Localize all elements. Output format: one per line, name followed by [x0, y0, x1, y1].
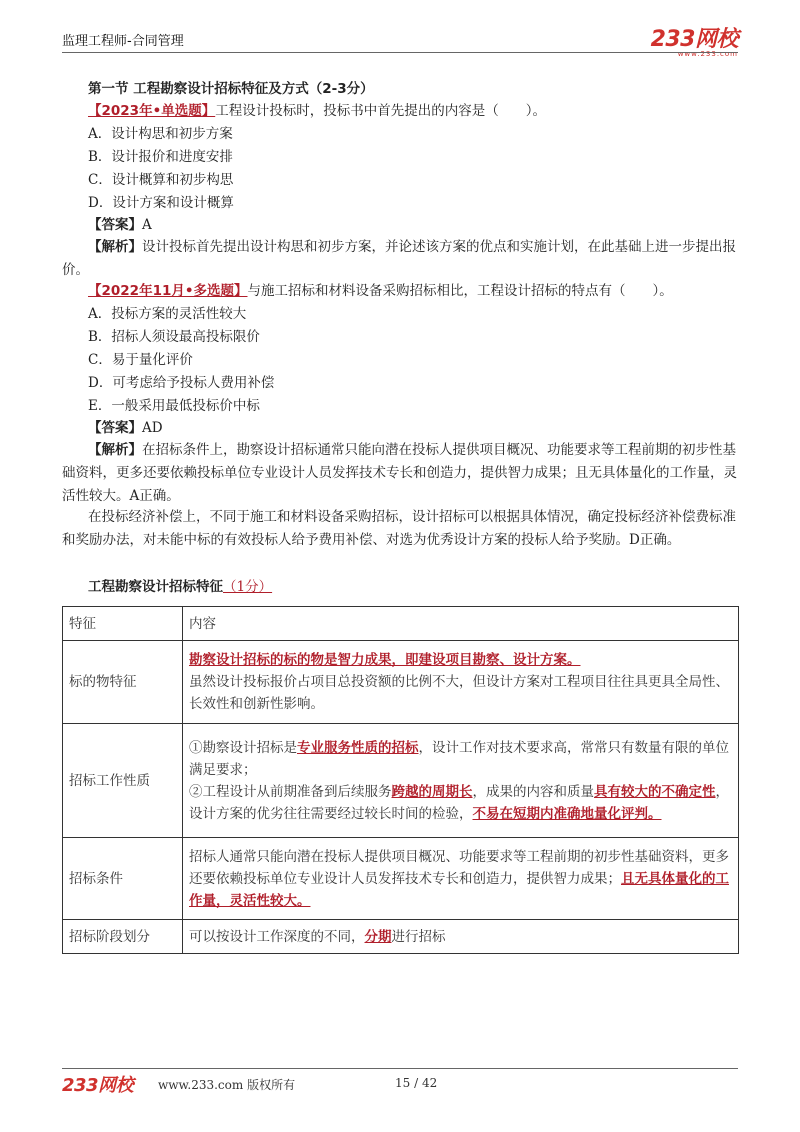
question-2-option-a: A．投标方案的灵活性较大 — [88, 306, 247, 322]
question-2-text: 与施工招标和材料设备采购招标相比，工程设计招标的特点有（ ）。 — [247, 283, 673, 299]
question-1-tag: 【2023年•单选题】 — [88, 103, 216, 119]
highlight-text: 勘察设计招标的标的物是智力成果，即建设项目勘察、设计方案。 — [189, 652, 581, 668]
table-row — [63, 838, 739, 920]
page-number: 15 / 42 — [395, 1076, 438, 1090]
row-label: 招标阶段划分 — [63, 920, 183, 954]
answer-value: A — [142, 217, 152, 233]
row-content — [183, 838, 739, 920]
body-text: ，设计工作对技术要求高，常常只有数量有限的单位满足要求； — [189, 739, 729, 778]
highlight-text: 且无具体量化的工作量，灵活性较大。 — [189, 870, 729, 909]
question-1-analysis — [62, 236, 738, 282]
section-title: 第一节 工程勘察设计招标特征及方式（2-3分） — [88, 81, 374, 97]
footer-copyright: www.233.com 版权所有 — [158, 1078, 296, 1092]
analysis-label: 【解析】 — [88, 442, 142, 458]
table-header-feature: 特征 — [63, 607, 183, 641]
table-row — [63, 641, 739, 724]
row-content — [183, 724, 739, 838]
document-header-title: 监理工程师-合同管理 — [62, 34, 184, 49]
answer-label: 【答案】 — [88, 217, 142, 233]
question-2-stem — [88, 281, 673, 301]
body-text: ②工程设计从前期准备到后续服务 — [189, 783, 392, 800]
answer-label: 【答案】 — [88, 420, 142, 436]
question-2-option-b: B．招标人须设最高投标限价 — [88, 329, 260, 345]
question-2-option-e: E．一般采用最低投标价中标 — [88, 398, 260, 414]
question-2-tag: 【2022年11月•多选题】 — [88, 283, 248, 299]
analysis-text: 在招标条件上，勘察设计招标通常只能向潜在投标人提供项目概况、功能要求等工程前期的初步性基础资料，更多还要依赖投标单位专业设计人员发挥技术专长和创造力，提供智力成果；且无具体量化的工作量，灵活性较大。A正确。 — [62, 442, 737, 504]
question-1-text: 工程设计投标时，投标书中首先提出的内容是（ ）。 — [215, 103, 546, 119]
question-2-analysis-1 — [62, 439, 738, 508]
body-text: 进行招标 — [391, 928, 446, 945]
highlight-text: 跨越的周期长 — [391, 783, 473, 800]
table-header-row — [63, 607, 739, 641]
table-header-content: 内容 — [183, 607, 739, 641]
feature-score: （1分） — [223, 579, 273, 595]
body-text: 虽然设计投标报价占项目总投资额的比例不大，但设计方案对工程项目往往具更具全局性、长效性和创新性影响。 — [189, 674, 729, 712]
brand-logo-url: www.233.com — [677, 50, 738, 58]
question-2-analysis-2: 在投标经济补偿上，不同于施工和材料设备采购招标，设计招标可以根据具体情况，确定投标经济补偿费标准和奖励办法，对未能中标的有效投标人给予费用补偿、对选为优秀设计方案的投标人给予奖励。D正确。 — [62, 509, 736, 548]
row-label: 标的物特征 — [63, 641, 183, 724]
table-row — [63, 920, 739, 954]
footer-logo: 233网校 — [62, 1075, 134, 1096]
row-label: 招标条件 — [63, 838, 183, 920]
body-text: ，设计方案的优劣往往需要经过较长时间的检验， — [189, 783, 729, 822]
feature-title: 工程勘察设计招标特征 — [88, 579, 223, 595]
question-2-answer — [88, 418, 163, 438]
body-text: ①勘察设计招标是 — [189, 739, 297, 756]
question-1-option-d: D．设计方案和设计概算 — [88, 195, 234, 211]
answer-value: AD — [142, 420, 163, 436]
highlight-text: 分期 — [364, 928, 392, 945]
question-1-answer — [88, 215, 152, 235]
feature-table — [62, 606, 739, 954]
table-row — [63, 724, 739, 838]
analysis-text: 设计投标首先提出设计构思和初步方案，并论述该方案的优点和实施计划，在此基础上进一步提出报价。 — [62, 239, 736, 278]
body-text: 招标人通常只能向潜在投标人提供项目概况、功能要求等工程前期的初步性基础资料，更多还要依赖投标单位专业设计人员发挥技术专长和创造力，提供智力成果； — [189, 848, 729, 887]
question-1-option-a: A．设计构思和初步方案 — [88, 126, 233, 142]
body-text: ，成果的内容和质量 — [472, 783, 594, 800]
question-1-option-b: B．设计报价和进度安排 — [88, 149, 233, 165]
row-content — [183, 641, 739, 724]
question-2-option-d: D．可考虑给予投标人费用补偿 — [88, 375, 275, 391]
header-divider — [62, 52, 738, 53]
highlight-text: 不易在短期内准确地量化评判。 — [472, 805, 662, 822]
highlight-text: 具有较大的不确定性 — [594, 783, 716, 800]
row-label: 招标工作性质 — [63, 724, 183, 838]
feature-heading — [88, 577, 272, 597]
question-1-stem — [88, 101, 546, 121]
brand-logo-text: 233网校 — [650, 27, 738, 52]
body-text: 可以按设计工作深度的不同， — [189, 928, 365, 945]
highlight-text: 专业服务性质的招标 — [297, 739, 419, 756]
analysis-label: 【解析】 — [88, 239, 142, 255]
question-2-option-c: C．易于量化评价 — [88, 352, 193, 368]
footer-divider — [62, 1068, 738, 1069]
row-content — [183, 920, 739, 954]
question-1-option-c: C．设计概算和初步构思 — [88, 172, 234, 188]
